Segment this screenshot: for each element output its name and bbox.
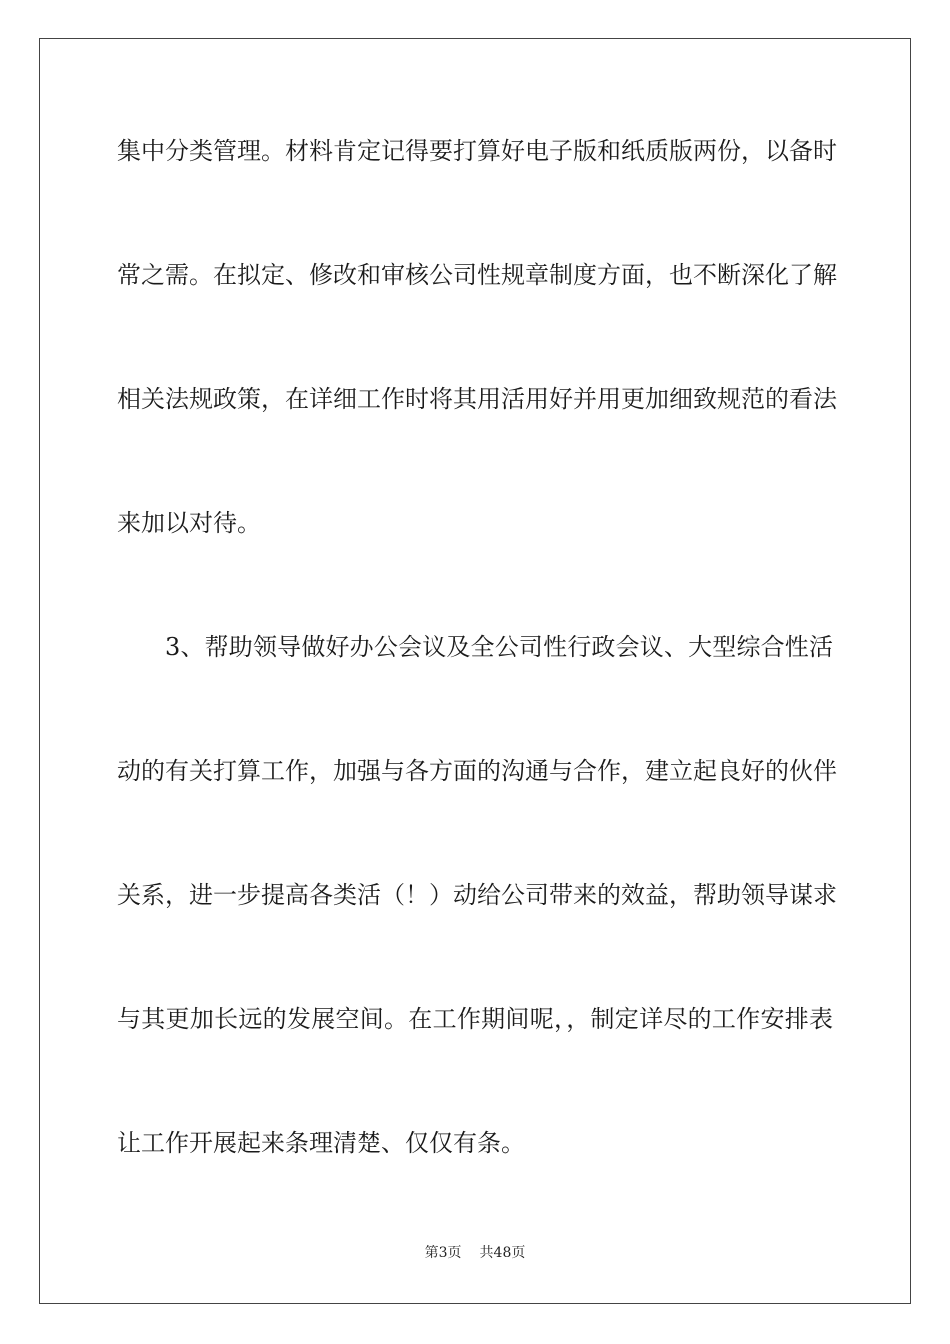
body-text-line-3: 相关法规政策，在详细工作时将其用活用好并用更加细致规范的看法 bbox=[117, 385, 837, 413]
body-text-line-4: 来加以对待。 bbox=[117, 509, 261, 537]
page-total: 共48页 bbox=[479, 1245, 526, 1261]
body-text-line-6: 动的有关打算工作，加强与各方面的沟通与合作，建立起良好的伙伴 bbox=[117, 757, 837, 785]
body-text-line-8: 与其更加长远的发展空间。在工作期间呢，，制定详尽的工作安排表 bbox=[117, 1005, 833, 1033]
page-footer bbox=[0, 1244, 950, 1262]
body-text-line-2: 常之需。在拟定、修改和审核公司性规章制度方面，也不断深化了解 bbox=[117, 261, 837, 289]
body-text-line-5: 3、帮助领导做好办公会议及全公司性行政会议、大型综合性活 bbox=[165, 633, 833, 661]
page-number: 第3页 bbox=[424, 1245, 462, 1261]
body-text-line-1: 集中分类管理。材料肯定记得要打算好电子版和纸质版两份，以备时 bbox=[117, 137, 837, 165]
body-text-line-7: 关系，进一步提高各类活（！）动给公司带来的效益，帮助领导谋求 bbox=[117, 881, 837, 909]
page-border bbox=[39, 38, 911, 1304]
body-text-line-9: 让工作开展起来条理清楚、仅仅有条。 bbox=[117, 1129, 525, 1157]
